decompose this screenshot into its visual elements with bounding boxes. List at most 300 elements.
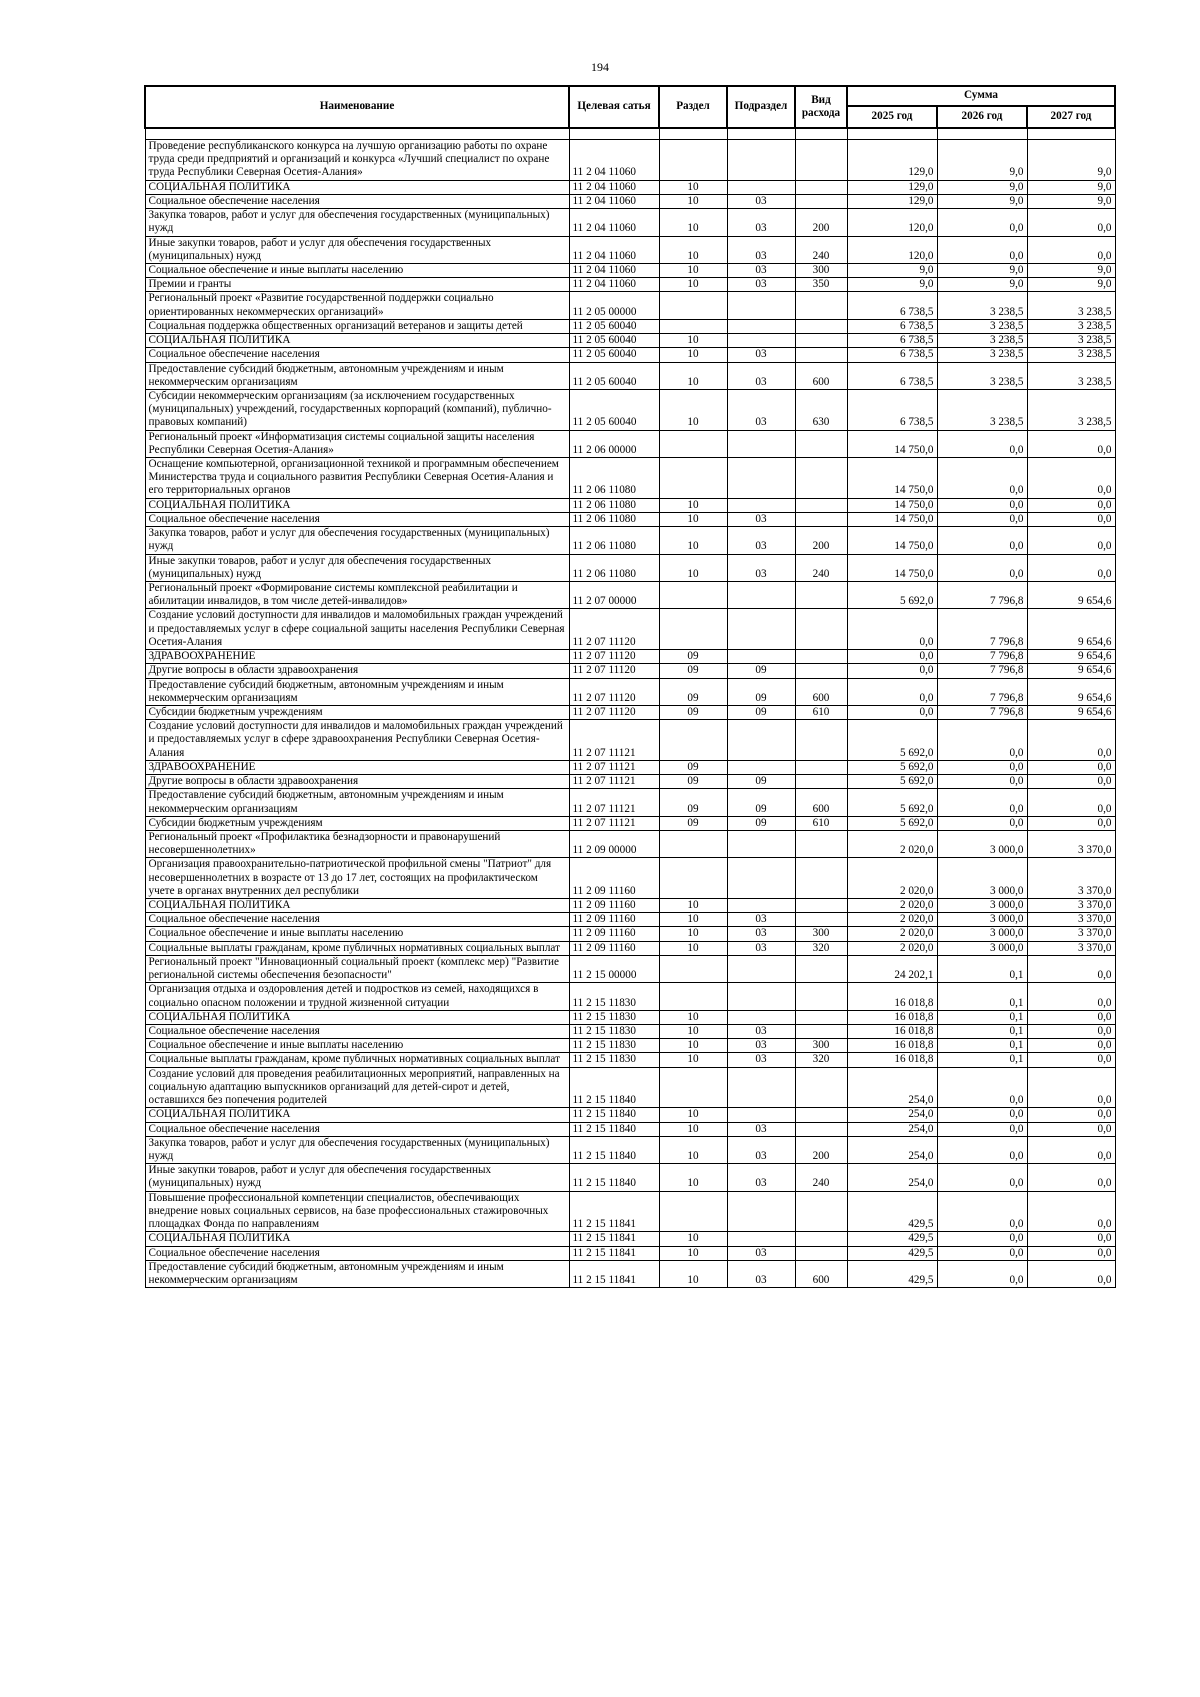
table-row <box>145 858 1115 899</box>
cell-2027: 3 370,0 <box>1027 941 1115 955</box>
table-row <box>145 1108 1115 1122</box>
cell-2026: 3 000,0 <box>937 941 1027 955</box>
cell-name: Социальное обеспечение населения <box>145 1122 569 1136</box>
cell-subsection <box>727 319 795 333</box>
cell-2025: 129,0 <box>847 180 937 194</box>
cell-target: 11 2 07 11121 <box>569 775 659 789</box>
table-row <box>145 609 1115 650</box>
cell-2027: 0,0 <box>1027 498 1115 512</box>
cell-expense-type: 600 <box>795 789 847 816</box>
cell-2026: 7 796,8 <box>937 664 1027 678</box>
table-row <box>145 263 1115 277</box>
table-row <box>145 512 1115 526</box>
cell-expense-type <box>795 319 847 333</box>
cell-2026: 0,0 <box>937 775 1027 789</box>
cell-target: 11 2 05 60040 <box>569 334 659 348</box>
cell-name: Субсидии бюджетным учреждениям <box>145 816 569 830</box>
cell-2027: 9,0 <box>1027 140 1115 181</box>
cell-2025: 2 020,0 <box>847 830 937 857</box>
cell-2025: 5 692,0 <box>847 789 937 816</box>
cell-name: СОЦИАЛЬНАЯ ПОЛИТИКА <box>145 1010 569 1024</box>
cell-2026: 3 000,0 <box>937 913 1027 927</box>
cell-name: ЗДРАВООХРАНЕНИЕ <box>145 650 569 664</box>
cell-name: Закупка товаров, работ и услуг для обеспечения государственных (муниципальных) нужд <box>145 527 569 554</box>
cell-expense-type: 240 <box>795 1164 847 1191</box>
cell-section: 10 <box>659 1246 727 1260</box>
cell-2026: 3 238,5 <box>937 334 1027 348</box>
cell-2026: 0,0 <box>937 527 1027 554</box>
cell-subsection: 09 <box>727 678 795 705</box>
header-sum: Сумма <box>847 86 1115 106</box>
table-row <box>145 678 1115 705</box>
cell-subsection <box>727 582 795 609</box>
cell-2027: 0,0 <box>1027 1164 1115 1191</box>
cell-2027: 0,0 <box>1027 1039 1115 1053</box>
cell-section: 10 <box>659 1053 727 1067</box>
cell-name: Проведение республиканского конкурса на лучшую организацию работы по охране труда среди предприятий и организаций и конкурса «Лучший специалист по охране труда Республики Северная Осетия-Алания» <box>145 140 569 181</box>
cell-expense-type <box>795 582 847 609</box>
cell-name: Региональный проект «Профилактика безнадзорности и правонарушений несовершеннолетних» <box>145 830 569 857</box>
cell-name: Социальное обеспечение населения <box>145 194 569 208</box>
header-section: Раздел <box>659 86 727 128</box>
cell-2026: 3 000,0 <box>937 899 1027 913</box>
cell-2027: 3 238,5 <box>1027 389 1115 430</box>
cell-2027: 0,0 <box>1027 236 1115 263</box>
cell-2026: 0,0 <box>937 1164 1027 1191</box>
cell-section: 10 <box>659 927 727 941</box>
cell-name: Социальная поддержка общественных организаций ветеранов и защиты детей <box>145 319 569 333</box>
table-row <box>145 389 1115 430</box>
cell-2026: 9,0 <box>937 278 1027 292</box>
cell-expense-type <box>795 720 847 761</box>
cell-expense-type: 300 <box>795 263 847 277</box>
cell-subsection <box>727 720 795 761</box>
cell-2027: 9 654,6 <box>1027 678 1115 705</box>
cell-2025: 0,0 <box>847 678 937 705</box>
cell-subsection: 03 <box>727 554 795 581</box>
cell-2027: 3 238,5 <box>1027 348 1115 362</box>
table-row <box>145 236 1115 263</box>
cell-2025: 14 750,0 <box>847 554 937 581</box>
cell-2027: 9,0 <box>1027 263 1115 277</box>
cell-2025: 14 750,0 <box>847 512 937 526</box>
cell-target: 11 2 07 11120 <box>569 678 659 705</box>
cell-expense-type <box>795 334 847 348</box>
cell-section <box>659 292 727 319</box>
table-row <box>145 789 1115 816</box>
table-row <box>145 1260 1115 1287</box>
cell-2025: 16 018,8 <box>847 1053 937 1067</box>
cell-expense-type <box>795 430 847 457</box>
cell-expense-type <box>795 292 847 319</box>
cell-subsection <box>727 983 795 1010</box>
cell-name: Повышение профессиональной компетенции специалистов, обеспечивающих внедрение новых социальных сервисов, на базе профессиональных стажировочных площадках Фонда по направлениям <box>145 1191 569 1232</box>
cell-section <box>659 609 727 650</box>
cell-2025: 0,0 <box>847 609 937 650</box>
cell-target: 11 2 05 60040 <box>569 362 659 389</box>
cell-subsection: 03 <box>727 927 795 941</box>
cell-subsection <box>727 899 795 913</box>
cell-2027: 0,0 <box>1027 430 1115 457</box>
cell-2027: 3 238,5 <box>1027 362 1115 389</box>
cell-name: Социальное обеспечение населения <box>145 1025 569 1039</box>
cell-2026: 0,0 <box>937 512 1027 526</box>
cell-subsection <box>727 830 795 857</box>
cell-section <box>659 858 727 899</box>
cell-2025: 6 738,5 <box>847 334 937 348</box>
cell-expense-type: 600 <box>795 678 847 705</box>
cell-2027: 0,0 <box>1027 955 1115 982</box>
table-row <box>145 760 1115 774</box>
cell-2025: 129,0 <box>847 140 937 181</box>
cell-2025: 9,0 <box>847 278 937 292</box>
header-2025: 2025 год <box>847 106 937 128</box>
cell-2026: 0,0 <box>937 458 1027 499</box>
cell-section: 09 <box>659 789 727 816</box>
cell-2025: 6 738,5 <box>847 348 937 362</box>
cell-name: Создание условий доступности для инвалидов и маломобильных граждан учреждений и предоставляемых услуг в сфере социальной защиты населения Республики Северная Осетия-Алания <box>145 609 569 650</box>
cell-expense-type: 600 <box>795 362 847 389</box>
cell-name: Иные закупки товаров, работ и услуг для обеспечения государственных (муниципальных) нужд <box>145 236 569 263</box>
cell-2025: 2 020,0 <box>847 899 937 913</box>
cell-subsection <box>727 858 795 899</box>
cell-2027: 3 370,0 <box>1027 858 1115 899</box>
cell-name: СОЦИАЛЬНАЯ ПОЛИТИКА <box>145 1232 569 1246</box>
cell-2027: 0,0 <box>1027 1122 1115 1136</box>
cell-2027: 0,0 <box>1027 1010 1115 1024</box>
cell-expense-type <box>795 664 847 678</box>
table-row <box>145 1053 1115 1067</box>
cell-target: 11 2 09 11160 <box>569 899 659 913</box>
cell-2025: 16 018,8 <box>847 983 937 1010</box>
header-name: Наименование <box>145 86 569 128</box>
cell-name: Предоставление субсидий бюджетным, автономным учреждениям и иным некоммерческим организациям <box>145 1260 569 1287</box>
cell-2026: 9,0 <box>937 194 1027 208</box>
cell-target: 11 2 06 11080 <box>569 498 659 512</box>
cell-subsection: 03 <box>727 1164 795 1191</box>
cell-2027: 0,0 <box>1027 1067 1115 1108</box>
cell-2026: 0,0 <box>937 236 1027 263</box>
cell-2025: 5 692,0 <box>847 582 937 609</box>
table-row <box>145 816 1115 830</box>
cell-2025: 254,0 <box>847 1067 937 1108</box>
cell-2026: 7 796,8 <box>937 678 1027 705</box>
cell-section: 09 <box>659 760 727 774</box>
cell-2027: 9 654,6 <box>1027 650 1115 664</box>
table-row <box>145 899 1115 913</box>
cell-name: Иные закупки товаров, работ и услуг для обеспечения государственных (муниципальных) нужд <box>145 554 569 581</box>
cell-2025: 5 692,0 <box>847 775 937 789</box>
cell-expense-type: 630 <box>795 389 847 430</box>
cell-name: Социальное обеспечение и иные выплаты населению <box>145 263 569 277</box>
cell-subsection: 03 <box>727 527 795 554</box>
cell-target: 11 2 15 11841 <box>569 1260 659 1287</box>
cell-section: 10 <box>659 554 727 581</box>
table-row <box>145 362 1115 389</box>
table-row <box>145 1246 1115 1260</box>
cell-section: 10 <box>659 1164 727 1191</box>
cell-expense-type <box>795 983 847 1010</box>
cell-2026: 3 000,0 <box>937 927 1027 941</box>
cell-name: Социальные выплаты гражданам, кроме публичных нормативных социальных выплат <box>145 1053 569 1067</box>
cell-target: 11 2 15 11840 <box>569 1136 659 1163</box>
cell-2026: 0,1 <box>937 1053 1027 1067</box>
table-row <box>145 1122 1115 1136</box>
table-row <box>145 1164 1115 1191</box>
cell-2025: 429,5 <box>847 1191 937 1232</box>
cell-2027: 9,0 <box>1027 278 1115 292</box>
table-row <box>145 1067 1115 1108</box>
cell-subsection <box>727 1010 795 1024</box>
cell-2025: 2 020,0 <box>847 941 937 955</box>
cell-2027: 3 370,0 <box>1027 927 1115 941</box>
table-row <box>145 292 1115 319</box>
cell-target: 11 2 09 11160 <box>569 941 659 955</box>
cell-2026: 0,1 <box>937 955 1027 982</box>
cell-2027: 0,0 <box>1027 720 1115 761</box>
cell-expense-type <box>795 830 847 857</box>
cell-section: 09 <box>659 664 727 678</box>
cell-2026: 3 238,5 <box>937 348 1027 362</box>
cell-name: СОЦИАЛЬНАЯ ПОЛИТИКА <box>145 180 569 194</box>
cell-expense-type: 200 <box>795 209 847 236</box>
cell-subsection <box>727 334 795 348</box>
cell-section <box>659 720 727 761</box>
cell-target: 11 2 09 00000 <box>569 830 659 857</box>
cell-expense-type <box>795 194 847 208</box>
cell-2025: 14 750,0 <box>847 498 937 512</box>
cell-section: 10 <box>659 1108 727 1122</box>
cell-expense-type <box>795 650 847 664</box>
cell-2025: 9,0 <box>847 263 937 277</box>
cell-section: 10 <box>659 348 727 362</box>
cell-subsection <box>727 458 795 499</box>
cell-2025: 16 018,8 <box>847 1025 937 1039</box>
cell-expense-type: 610 <box>795 705 847 719</box>
cell-name: Создание условий доступности для инвалидов и маломобильных граждан учреждений и предоставляемых услуг в сфере здравоохранения Республики Северная Осетия-Алания <box>145 720 569 761</box>
cell-2025: 6 738,5 <box>847 362 937 389</box>
table-row <box>145 955 1115 982</box>
cell-2025: 6 738,5 <box>847 292 937 319</box>
cell-section <box>659 1067 727 1108</box>
cell-2025: 129,0 <box>847 194 937 208</box>
cell-2027: 9 654,6 <box>1027 582 1115 609</box>
cell-2027: 0,0 <box>1027 1246 1115 1260</box>
cell-target: 11 2 04 11060 <box>569 278 659 292</box>
cell-expense-type: 320 <box>795 941 847 955</box>
cell-2026: 0,0 <box>937 1191 1027 1232</box>
cell-2025: 2 020,0 <box>847 858 937 899</box>
cell-section: 09 <box>659 650 727 664</box>
cell-expense-type: 300 <box>795 1039 847 1053</box>
cell-section: 10 <box>659 913 727 927</box>
cell-target: 11 2 06 11080 <box>569 458 659 499</box>
cell-section: 10 <box>659 527 727 554</box>
cell-2026: 3 000,0 <box>937 830 1027 857</box>
cell-2025: 2 020,0 <box>847 927 937 941</box>
table-row <box>145 1232 1115 1246</box>
cell-2025: 24 202,1 <box>847 955 937 982</box>
table-row <box>145 1010 1115 1024</box>
cell-2026: 0,0 <box>937 1246 1027 1260</box>
cell-section: 10 <box>659 180 727 194</box>
cell-2026: 0,1 <box>937 983 1027 1010</box>
table-row <box>145 180 1115 194</box>
cell-subsection: 03 <box>727 348 795 362</box>
table-row <box>145 664 1115 678</box>
cell-name: Организация отдыха и оздоровления детей и подростков из семей, находящихся в социально опасном положении и трудной жизненной ситуации <box>145 983 569 1010</box>
cell-expense-type <box>795 348 847 362</box>
cell-2026: 9,0 <box>937 140 1027 181</box>
cell-subsection: 03 <box>727 913 795 927</box>
cell-2027: 0,0 <box>1027 1025 1115 1039</box>
table-row <box>145 775 1115 789</box>
cell-target: 11 2 05 00000 <box>569 292 659 319</box>
cell-2026: 9,0 <box>937 180 1027 194</box>
cell-subsection: 09 <box>727 775 795 789</box>
table-row <box>145 334 1115 348</box>
cell-expense-type: 240 <box>795 554 847 581</box>
cell-target: 11 2 15 11840 <box>569 1122 659 1136</box>
cell-2027: 0,0 <box>1027 554 1115 581</box>
cell-expense-type <box>795 180 847 194</box>
cell-target: 11 2 06 11080 <box>569 527 659 554</box>
cell-2027: 3 238,5 <box>1027 319 1115 333</box>
cell-2026: 7 796,8 <box>937 609 1027 650</box>
cell-2026: 0,0 <box>937 1122 1027 1136</box>
cell-2025: 429,5 <box>847 1260 937 1287</box>
cell-expense-type <box>795 760 847 774</box>
header-2027: 2027 год <box>1027 106 1115 128</box>
cell-subsection <box>727 1191 795 1232</box>
cell-subsection <box>727 1232 795 1246</box>
cell-target: 11 2 04 11060 <box>569 209 659 236</box>
cell-2027: 0,0 <box>1027 760 1115 774</box>
cell-target: 11 2 07 11120 <box>569 705 659 719</box>
cell-target: 11 2 15 11840 <box>569 1067 659 1108</box>
table-row <box>145 1039 1115 1053</box>
cell-section: 10 <box>659 899 727 913</box>
cell-section <box>659 983 727 1010</box>
cell-name: Социальное обеспечение населения <box>145 512 569 526</box>
table-row <box>145 913 1115 927</box>
cell-subsection <box>727 140 795 181</box>
cell-expense-type <box>795 858 847 899</box>
cell-2025: 254,0 <box>847 1108 937 1122</box>
cell-2027: 0,0 <box>1027 1191 1115 1232</box>
cell-name: Субсидии некоммерческим организациям (за исключением государственных (муниципальных) учреждений, государственных корпораций (компаний), публично-правовых компаний) <box>145 389 569 430</box>
cell-section: 10 <box>659 1010 727 1024</box>
table-row <box>145 941 1115 955</box>
cell-section: 10 <box>659 362 727 389</box>
cell-target: 11 2 15 11830 <box>569 1053 659 1067</box>
cell-name: Региональный проект «Формирование системы комплексной реабилитации и абилитации инвалидов, в том числе детей-инвалидов» <box>145 582 569 609</box>
cell-subsection: 09 <box>727 705 795 719</box>
cell-name: Предоставление субсидий бюджетным, автономным учреждениям и иным некоммерческим организациям <box>145 789 569 816</box>
cell-2026: 3 238,5 <box>937 389 1027 430</box>
cell-2025: 0,0 <box>847 705 937 719</box>
cell-expense-type <box>795 140 847 181</box>
cell-target: 11 2 04 11060 <box>569 180 659 194</box>
table-row <box>145 209 1115 236</box>
cell-2026: 9,0 <box>937 263 1027 277</box>
cell-2027: 0,0 <box>1027 1260 1115 1287</box>
table-row <box>145 830 1115 857</box>
cell-target: 11 2 15 11830 <box>569 983 659 1010</box>
cell-expense-type <box>795 1122 847 1136</box>
cell-section <box>659 430 727 457</box>
cell-target: 11 2 07 11121 <box>569 720 659 761</box>
cell-section: 10 <box>659 209 727 236</box>
cell-section: 09 <box>659 816 727 830</box>
cell-subsection: 03 <box>727 236 795 263</box>
cell-name: Региональный проект «Информатизация системы социальной защиты населения Республики Северная Осетия-Алания» <box>145 430 569 457</box>
cell-2027: 0,0 <box>1027 775 1115 789</box>
cell-section <box>659 458 727 499</box>
cell-2025: 16 018,8 <box>847 1010 937 1024</box>
cell-expense-type: 300 <box>795 927 847 941</box>
table-body <box>145 128 1115 1288</box>
cell-name: Оснащение компьютерной, организационной техникой и программным обеспечением Министерства труда и социального развития Республики Северная Осетия-Алания и его территориальных органов <box>145 458 569 499</box>
cell-name: Социальное обеспечение населения <box>145 913 569 927</box>
cell-name: Социальное обеспечение населения <box>145 1246 569 1260</box>
cell-name: Субсидии бюджетным учреждениям <box>145 705 569 719</box>
cell-subsection <box>727 498 795 512</box>
cell-target: 11 2 05 60040 <box>569 319 659 333</box>
cell-2026: 0,0 <box>937 789 1027 816</box>
cell-target: 11 2 09 11160 <box>569 927 659 941</box>
cell-2027: 9,0 <box>1027 194 1115 208</box>
table-row <box>145 582 1115 609</box>
cell-2027: 0,0 <box>1027 1136 1115 1163</box>
cell-name: ЗДРАВООХРАНЕНИЕ <box>145 760 569 774</box>
cell-name: СОЦИАЛЬНАЯ ПОЛИТИКА <box>145 899 569 913</box>
cell-name: СОЦИАЛЬНАЯ ПОЛИТИКА <box>145 1108 569 1122</box>
cell-expense-type <box>795 498 847 512</box>
cell-section: 10 <box>659 278 727 292</box>
cell-2026: 0,0 <box>937 1067 1027 1108</box>
cell-subsection: 03 <box>727 1025 795 1039</box>
cell-section: 09 <box>659 775 727 789</box>
cell-target: 11 2 06 00000 <box>569 430 659 457</box>
table-row <box>145 194 1115 208</box>
cell-target: 11 2 15 11840 <box>569 1164 659 1191</box>
cell-target: 11 2 07 11120 <box>569 609 659 650</box>
cell-2027: 9 654,6 <box>1027 664 1115 678</box>
table-row <box>145 140 1115 181</box>
cell-section: 10 <box>659 1039 727 1053</box>
table-row <box>145 705 1115 719</box>
cell-target: 11 2 15 11841 <box>569 1246 659 1260</box>
cell-2027: 0,0 <box>1027 512 1115 526</box>
table-row <box>145 458 1115 499</box>
cell-2026: 0,1 <box>937 1010 1027 1024</box>
cell-2027: 0,0 <box>1027 1053 1115 1067</box>
cell-expense-type: 240 <box>795 236 847 263</box>
cell-2027: 9,0 <box>1027 180 1115 194</box>
cell-subsection: 03 <box>727 1136 795 1163</box>
cell-subsection: 03 <box>727 1246 795 1260</box>
cell-subsection: 03 <box>727 1122 795 1136</box>
cell-2025: 254,0 <box>847 1164 937 1191</box>
table-row <box>145 348 1115 362</box>
cell-subsection <box>727 609 795 650</box>
cell-2027: 3 238,5 <box>1027 292 1115 319</box>
cell-expense-type <box>795 458 847 499</box>
cell-2026: 7 796,8 <box>937 705 1027 719</box>
cell-name: Социальные выплаты гражданам, кроме публичных нормативных социальных выплат <box>145 941 569 955</box>
cell-2026: 0,0 <box>937 720 1027 761</box>
